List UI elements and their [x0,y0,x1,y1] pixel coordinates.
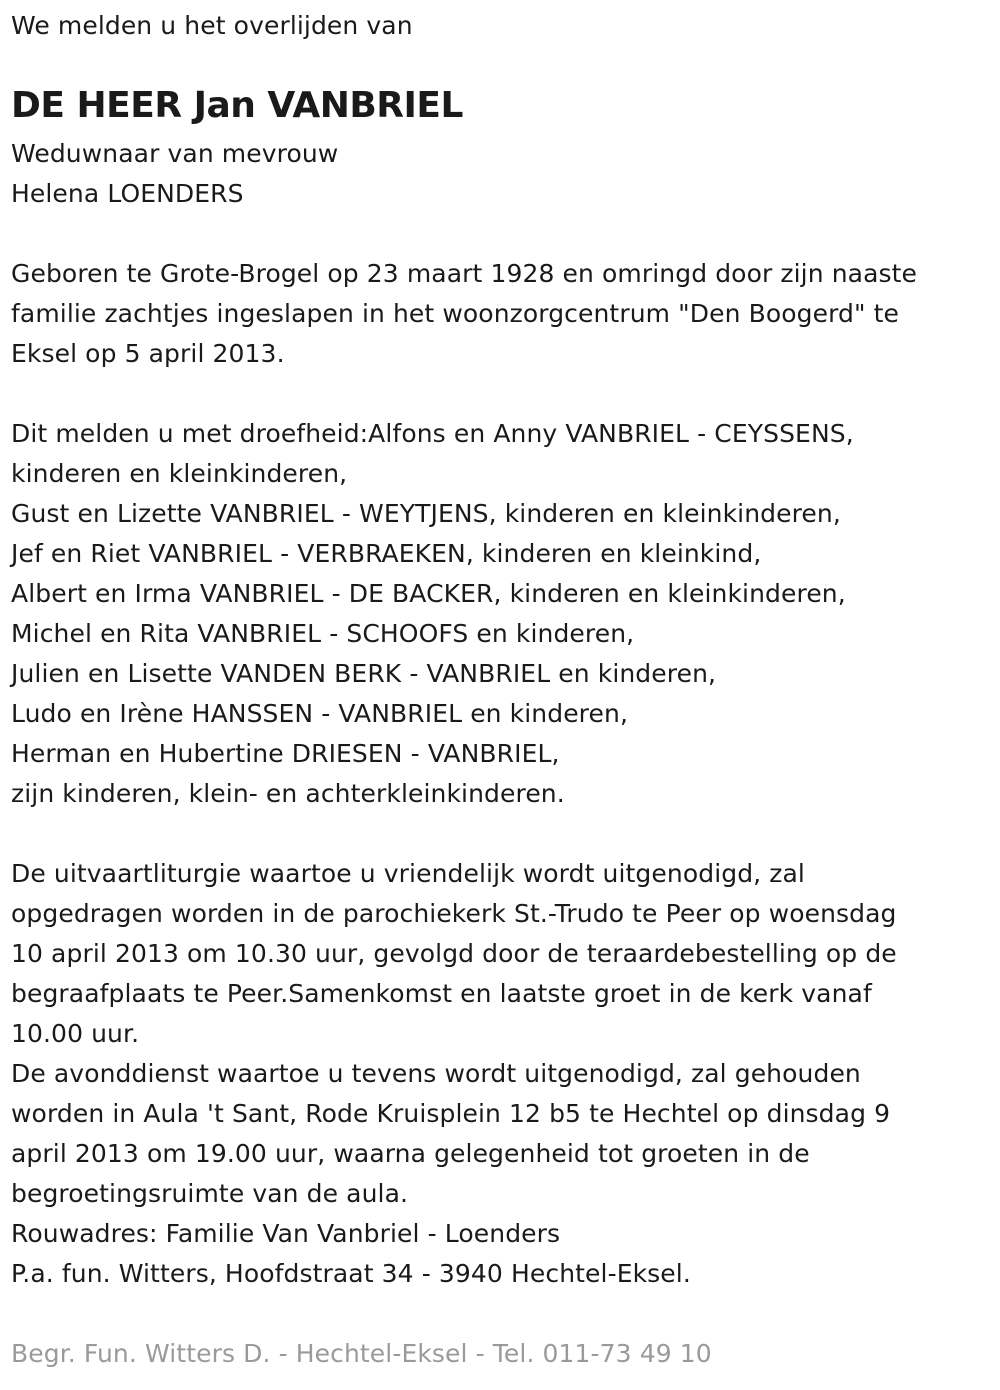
widow-line: Weduwnaar van mevrouw [11,139,339,168]
family-line: Jef en Riet VANBRIEL - VERBRAEKEN, kinderen en kleinkind, [11,539,762,568]
funeral-line: worden in Aula 't Sant, Rode Kruisplein 12 b5 te Hechtel op dinsdag 9 [11,1099,891,1128]
family-line: kinderen en kleinkinderen, [11,459,348,488]
funeral-line: 10.00 uur. [11,1019,140,1048]
family-line: Ludo en Irène HANSSEN - VANBRIEL en kinderen, [11,699,628,728]
widow-block [11,134,338,214]
funeral-line: opgedragen worden in de parochiekerk St.-Trudo te Peer op woensdag [11,899,897,928]
funeral-line: begraafplaats te Peer.Samenkomst en laatste groet in de kerk vanaf [11,979,872,1008]
funeral-line: begroetingsruimte van de aula. [11,1179,409,1208]
family-line: Albert en Irma VANBRIEL - DE BACKER, kinderen en kleinkinderen, [11,579,846,608]
family-line: Dit melden u met droefheid:Alfons en Anny VANBRIEL - CEYSSENS, [11,419,854,448]
funeral-line: april 2013 om 19.00 uur, waarna gelegenheid tot groeten in de [11,1139,810,1168]
postal-address: P.a. fun. Witters, Hoofdstraat 34 - 3940 Hechtel-Eksel. [11,1259,691,1288]
family-line: zijn kinderen, klein- en achterkleinkinderen. [11,779,565,808]
birth-line: familie zachtjes ingeslapen in het woonzorgcentrum "Den Boogerd" te [11,299,900,328]
mourning-address: Rouwadres: Familie Van Vanbriel - Loenders [11,1219,561,1248]
family-line: Herman en Hubertine DRIESEN - VANBRIEL, [11,739,560,768]
funeral-home-footer: Begr. Fun. Witters D. - Hechtel-Eksel - Tel. 011-73 49 10 [11,1339,712,1368]
birth-line: Eksel op 5 april 2013. [11,339,285,368]
family-paragraph [11,414,854,814]
funeral-line: 10 april 2013 om 10.30 uur, gevolgd door de teraardebestelling op de [11,939,897,968]
birth-line: Geboren te Grote-Brogel op 23 maart 1928 en omringd door zijn naaste [11,259,917,288]
funeral-paragraph [11,854,897,1294]
deceased-name: DE HEER Jan VANBRIEL [11,85,463,126]
intro-text: We melden u het overlijden van [11,11,413,40]
widow-line: Helena LOENDERS [11,179,244,208]
birth-paragraph [11,254,917,374]
funeral-line: De uitvaartliturgie waartoe u vriendelijk wordt uitgenodigd, zal [11,859,805,888]
funeral-line: De avonddienst waartoe u tevens wordt uitgenodigd, zal gehouden [11,1059,861,1088]
family-line: Julien en Lisette VANDEN BERK - VANBRIEL en kinderen, [11,659,717,688]
family-line: Michel en Rita VANBRIEL - SCHOOFS en kinderen, [11,619,635,648]
family-line: Gust en Lizette VANBRIEL - WEYTJENS, kinderen en kleinkinderen, [11,499,841,528]
